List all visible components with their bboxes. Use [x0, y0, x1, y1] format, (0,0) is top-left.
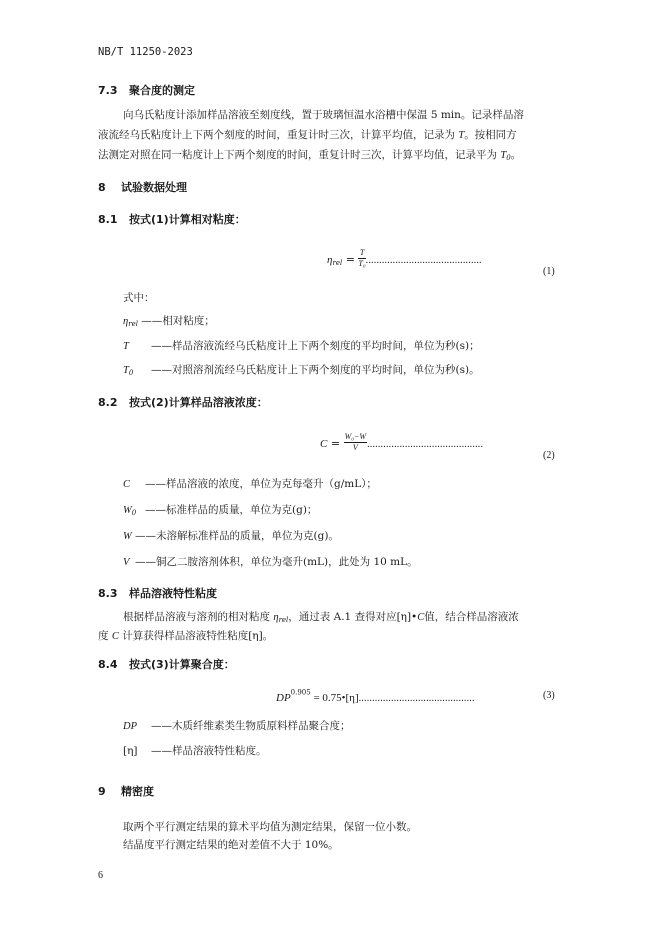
equation-number: (1) — [543, 266, 555, 277]
section-8-4-heading — [98, 656, 235, 672]
section-number: 8.4 — [98, 658, 118, 671]
paragraph-line: 度 C 计算获得样品溶液特性粘度[η]。 — [98, 630, 274, 642]
page-number: 6 — [98, 870, 103, 881]
equation-number: (2) — [543, 450, 555, 461]
paragraph-line: 向乌氏粘度计添加样品溶液至刻度线，置于玻璃恒温水浴槽中保温 5 min。记录样品溶 — [123, 109, 524, 121]
formula-1: $\eta_{rel}$ = $\frac{T}{\text{T₀}}$ ........................................... — [327, 248, 482, 268]
section-number: 7.3 — [98, 84, 118, 97]
paragraph-line: 结晶度平行测定结果的绝对差值不大于 10%。 — [123, 839, 339, 851]
section-title: 按式(3)计算聚合度： — [129, 658, 235, 671]
section-8-heading — [98, 179, 187, 195]
variable-definition: W ——未溶解标准样品的质量，单位为克(g)。 — [123, 530, 339, 542]
variable-definition: $\eta_{rel}$ ——相对粘度； — [123, 315, 215, 328]
paragraph-line: 取两个平行测定结果的算术平均值为测定结果，保留一位小数。 — [123, 821, 417, 833]
variable-definition: $W_0$ ——标准样品的质量，单位为克(g)； — [123, 504, 318, 517]
section-number: 8 — [98, 181, 106, 194]
section-number: 9 — [98, 785, 106, 798]
formula-2: C = $\frac{\text{W₀−W}}{V}$ ........................................... — [320, 432, 484, 452]
section-title: 聚合度的测定 — [129, 84, 195, 97]
formula-3: $DP^{0.905}$ = 0.75•[η]........................................... — [276, 688, 475, 704]
variable-definition: C ——样品溶液的浓度，单位为克每毫升（g/mL）； — [123, 478, 377, 490]
section-9-heading — [98, 783, 154, 799]
section-title: 精密度 — [120, 785, 154, 798]
where-label: 式中： — [123, 292, 155, 304]
paragraph-line: 根据样品溶液与溶剂的相对粘度 $\eta_{rel}$，通过表 A.1 查得对应[η]•C值，结合样品溶液浓 — [123, 611, 519, 624]
section-title: 样品溶液特性粘度 — [129, 587, 217, 600]
section-number: 8.1 — [98, 213, 118, 226]
variable-definition: DP ——木质纤维素类生物质原料样品聚合度； — [123, 720, 351, 732]
section-8-3-heading — [98, 585, 217, 601]
section-title: 试验数据处理 — [120, 181, 187, 194]
paragraph-line: 液流经乌氏粘度计上下两个刻度的时间，重复计时三次，计算平均值，记录为 T。按相同方 — [98, 129, 517, 141]
variable-definition: $T_0$ ——对照溶剂流经乌氏粘度计上下两个刻度的平均时间，单位为秒(s)。 — [123, 364, 480, 377]
section-number: 8.3 — [98, 587, 118, 600]
section-8-2-heading — [98, 394, 268, 410]
paragraph-line: 法测定对照在同一粘度计上下两个刻度的时间，重复计时三次，计算平均值，记录平为 $T_0$。 — [98, 149, 522, 162]
section-title: 按式(1)计算相对粘度： — [129, 213, 246, 226]
variable-definition: [η] ——样品溶液特性粘度。 — [123, 745, 267, 757]
section-8-1-heading — [98, 211, 246, 227]
variable-definition: T ——样品溶液流经乌氏粘度计上下两个刻度的平均时间，单位为秒(s)； — [123, 340, 480, 352]
section-title: 按式(2)计算样品溶液浓度： — [129, 396, 268, 409]
section-number: 8.2 — [98, 396, 118, 409]
variable-definition: V ——铜乙二胺溶剂体积，单位为毫升(mL)，此处为 10 mL。 — [123, 556, 418, 568]
equation-number: (3) — [543, 690, 555, 701]
section-7-3-heading — [98, 82, 195, 98]
standard-code: NB/T 11250-2023 — [98, 46, 193, 58]
